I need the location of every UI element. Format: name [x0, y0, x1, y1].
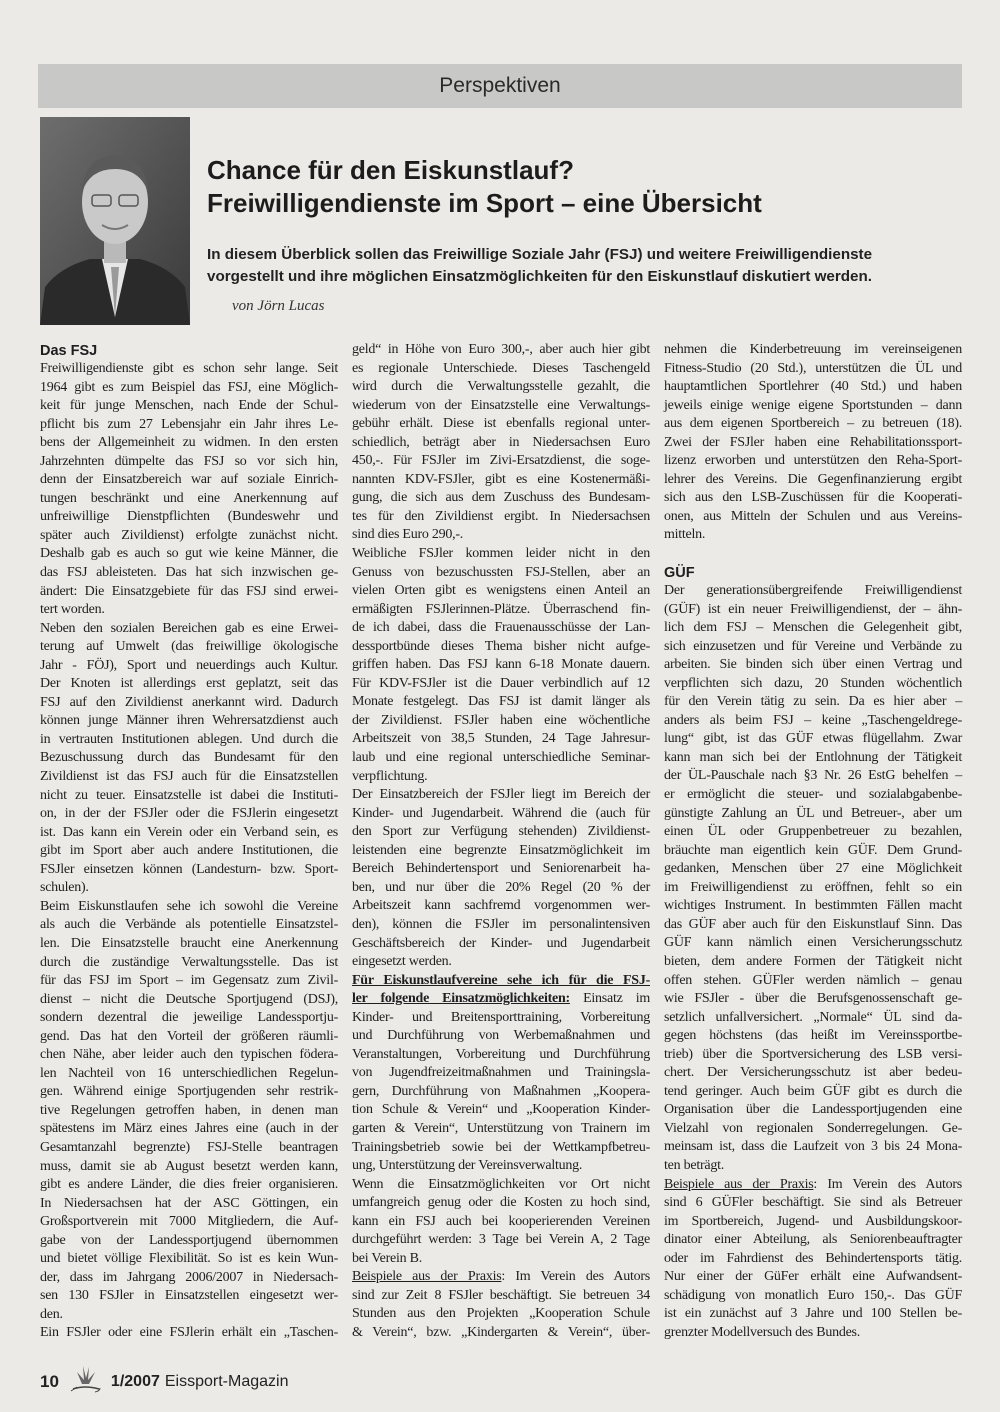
- text-line: verpflichtung.: [352, 768, 428, 784]
- title-line: Chance für den Eiskunstlauf?: [207, 155, 574, 185]
- text-line: ben, und nur über die 20% Regel (20 % der: [352, 879, 650, 895]
- text-line: offen stehen. GÜFler werden nämlich – genau: [664, 972, 962, 988]
- text-line: dienst – nicht die Deutsche Sportjugend (DSJ),: [40, 991, 338, 1007]
- text-line: In Niedersachsen hat der ASC Göttingen, ein: [40, 1195, 338, 1211]
- text-line: on, in der der FSJler oder die FSJlerin eingesetzt: [40, 806, 338, 822]
- text-line: denn der Einsatzbereich war auf soziale Einrich-: [40, 472, 338, 488]
- text-line: ist ein zunächst auf 3 Jahre und 100 Stellen be-: [664, 1306, 962, 1322]
- text-line: Arbeitszeit kann sachfremd vorgenommen wer-: [352, 898, 650, 914]
- text-line: hauptamtlichen Sportlehrer (40 Std.) und haben: [664, 379, 962, 395]
- text-line: 1964 gibt es zum Beispiel das FSJ, eine Möglich-: [40, 379, 338, 395]
- text-line: und Durchführung von Werbemaßnahmen und: [352, 1028, 650, 1044]
- text-line: tend geringer. Auch beim GÜF gibt es durch die: [664, 1083, 962, 1099]
- paragraph: [352, 341, 650, 545]
- text-line: Freiwilligendienste gibt es schon sehr lange. Seit: [40, 361, 338, 376]
- author-byline: von Jörn Lucas: [232, 298, 325, 314]
- text-line: Organisation über die Landessportjugenden eine: [664, 1102, 962, 1118]
- text-line: gibt im Sport aber auch andere Institutionen, die: [40, 843, 338, 859]
- text-line: FSJ auf den Zivildienst anerkannt wird. Dadurch: [40, 694, 338, 710]
- text-line: (GÜF) ist ein neuer Freiwilligendienst, der – ähn-: [664, 601, 962, 617]
- figure-skater-logo-icon: [69, 1364, 103, 1399]
- title-line: Freiwilligendienste im Sport – eine Übersicht: [207, 188, 762, 218]
- text-line: len. Die Einsatzstelle braucht eine Anerkennung: [40, 935, 338, 951]
- text-line: Genuss von bezuschussten FSJ-Stellen, aber an: [352, 564, 650, 580]
- text-line: Zwei der FSJler haben eine Rehabilitationssport-: [664, 434, 962, 450]
- text-line: Gesamtanzahl begrenzte) FSJ-Stelle beantragen: [40, 1139, 338, 1155]
- line-text: : Im Verein des Autors: [501, 1269, 650, 1285]
- text-line: wichtiges Instrument. In bestimmten Fällen macht: [664, 898, 962, 914]
- text-line: gung, die sich aus dem Zuschuss des Bundesam-: [352, 490, 650, 506]
- text-line: in vertrauten Institutionen ablegen. Und durch die: [40, 731, 338, 747]
- text-line: gibt es andere Länder, die dies freier organisieren.: [40, 1177, 338, 1193]
- text-line: schulen).: [40, 880, 89, 896]
- section-header-bar: [38, 64, 962, 108]
- text-line: sind dies Euro 290,-.: [352, 527, 464, 543]
- text-line: Arbeitszeit von 38,5 Stunden, 24 Tage Jahresur-: [352, 731, 650, 747]
- text-line: für das FSJ im Sport – im Gegensatz zum Zivil-: [40, 973, 338, 989]
- text-line: gabe von der Landessportjugend übernommen: [40, 1232, 338, 1248]
- lede-line: In diesem Überblick sollen das Freiwillige Soziale Jahr (FSJ) und weitere Freiwilligendienste: [207, 246, 873, 263]
- text-column-1: [40, 341, 338, 1343]
- article-lede: [207, 244, 967, 288]
- text-line: tes für den Zivildienst ergibt. In Niedersachsen: [352, 508, 650, 524]
- text-line: nicht zu teuer. Einsatzstelle ist dabei die Instituti-: [40, 787, 338, 803]
- text-line: und bietet völlige Flexibilität. So ist es kein Wun-: [40, 1251, 338, 1267]
- text-line: vielen Orten gibt es wenigstens einen Anteil an: [352, 583, 650, 599]
- text-column-2: [352, 341, 650, 1343]
- text-line: grenzter Modellversuch des Bundes.: [664, 1324, 860, 1340]
- text-line: den), können die FSJler im personalintensiven: [352, 916, 650, 932]
- lead-in-text: ler folgende Einsatzmöglichkeiten:: [352, 991, 570, 1007]
- text-line: lich dem FSJ – Menschen die Gelegenheit gibt,: [664, 620, 962, 636]
- lede-line: vorgestellt und ihre möglichen Einsatzmöglichkeiten für den Eiskunstlauf diskutiert werden.: [207, 268, 872, 285]
- text-line: [664, 1176, 962, 1195]
- text-line: ten beträgt.: [664, 1157, 724, 1173]
- text-line: Fitness-Studio (20 Std.), unterstützen die ÜL und: [664, 360, 962, 376]
- text-line: das GÜF aber auch für den Eiskunstlauf Sinn. Das: [664, 916, 962, 932]
- paragraph: [352, 786, 650, 971]
- text-line: terung auf Umwelt (das freiwillige ökologische: [40, 639, 338, 655]
- text-line: dessportbünde dieses Thema bisher nicht aufge-: [352, 638, 650, 654]
- paragraph: [664, 582, 962, 1176]
- text-line: der, dass im Jahrgang 2006/2007 in Niedersach-: [40, 1269, 338, 1285]
- text-line: einen ÜL oder Gruppenbetreuer zu bezahlen,: [664, 824, 962, 840]
- text-line: bieten, dem andere Formen der Tätigkeit nicht: [664, 953, 962, 969]
- text-line: gegen höchstens (das heißt im Vereinssportbe-: [664, 1028, 962, 1044]
- paragraph: [40, 360, 338, 620]
- text-line: setzlich unfallversichert. „Normale“ ÜL sind da-: [664, 1009, 962, 1025]
- text-line: tert worden.: [40, 602, 105, 618]
- text-line: Zivildienst ist das FSJ auch für die Einsatzstellen: [40, 769, 338, 785]
- text-line: tive Regelungen getroffen haben, in denen man: [40, 1102, 338, 1118]
- text-line: keit für junge Menschen, nach Ende der Schul-: [40, 398, 338, 414]
- text-line: Deshalb gab es auch so gut wie keine Männer, die: [40, 546, 338, 562]
- text-line: anders als beim FSJ – keine „Taschengeldrege-: [664, 712, 962, 728]
- text-line: Geschäftsbereich der Kinder- und Jugendarbeit: [352, 935, 650, 951]
- text-line: sind 6 GÜFler beschäftigt. Sie sind als Betreuer: [664, 1195, 962, 1211]
- text-line: verpflichten sich dazu, 20 Stunden wöchentlich: [664, 675, 962, 691]
- text-line: Jahrzehnten dümpelte das FSJ so vor sich hin,: [40, 453, 338, 469]
- text-line: [352, 972, 650, 991]
- text-line: können junge Männer ihren Wehrersatzdienst auch: [40, 713, 338, 729]
- magazine-name: Eissport-Magazin: [164, 1372, 289, 1390]
- paragraph: [664, 341, 962, 545]
- article-title: [207, 154, 762, 220]
- text-line: Der Knoten ist allerdings erst geplatzt, seit das: [40, 676, 338, 692]
- text-line: Veranstaltungen, Vorbereitung und Durchführung: [352, 1046, 650, 1062]
- text-line: Ein FSJler oder eine FSJlerin erhält ein „Taschen-: [40, 1325, 338, 1341]
- text-line: len Nachteil von 16 unterschiedlichen Regelun-: [40, 1065, 338, 1081]
- text-line: wird durch die Verwaltungsstelle gezahlt, die: [352, 379, 650, 395]
- text-line: spätestens im März eines Jahres eine (auch in der: [40, 1121, 338, 1137]
- text-line: später auch Zivildienst) erfolgte zunächst nicht.: [40, 527, 338, 543]
- paragraph: [352, 972, 650, 1176]
- text-line: eingesetzt werden.: [352, 954, 452, 970]
- text-line: gern, Durchführung von Maßnahmen „Koopera-: [352, 1083, 650, 1099]
- text-line: onen, aus Mitteln der Schulen und aus Vereins-: [664, 508, 962, 524]
- text-line: aus dem eigenen Sportbereich – zu betreuen (18).: [664, 416, 962, 432]
- text-line: ermäßigten FSJlerinnen-Plätze. Überraschend fin-: [352, 601, 650, 617]
- text-line: es regionale Unterschiede. Dieses Taschengeld: [352, 360, 650, 376]
- text-line: Vielzahl von regionalen Sonderregelungen. Ge-: [664, 1120, 962, 1136]
- text-line: er ermöglicht die steuer- und sozialabgabenbe-: [664, 787, 962, 803]
- text-line: sich aus den LSB-Zuschüssen für die Kooperati-: [664, 490, 962, 506]
- text-line: der ÜL-Pauschale nach §3 Nr. 26 EstG behelfen –: [664, 768, 962, 784]
- text-line: gebühr erhält. Diese ist ebenfalls regional unter-: [352, 416, 650, 432]
- text-line: ändert: Die Einsatzgebiete für das FSJ sind erwei-: [40, 583, 338, 599]
- text-line: Kinder- und Breitensporttraining, Vorbereitung: [352, 1009, 650, 1025]
- text-line: im Freiwilligendienst zu eröffnen, fehlt so ein: [664, 879, 962, 895]
- paragraph: [352, 1176, 650, 1269]
- text-line: Großsportverein mit 7000 Mitgliedern, die Auf-: [40, 1214, 338, 1230]
- text-line: schädigung von monatlich Euro 150,-. Das GÜF: [664, 1287, 962, 1303]
- text-line: Bezuschussung durch das Bundesamt für den: [40, 750, 338, 766]
- text-line: günstigte Zahlung an ÜL und Betreuer-, aber um: [664, 805, 962, 821]
- text-line: gen. Während einige Sportjugenden sehr restrik-: [40, 1084, 338, 1100]
- paragraph: [664, 1176, 962, 1343]
- text-line: gend. Das hat den Vorteil der größeren räumli-: [40, 1028, 338, 1044]
- text-line: lehrer des Vereins. Die Gegenfinanzierung ergibt: [664, 471, 962, 487]
- line-text: : Im Verein des Autors: [813, 1176, 962, 1192]
- text-line: & Verein“, bzw. „Kindergarten & Verein“, über-: [352, 1324, 650, 1340]
- text-line: sind zur Zeit 8 FSJler beschäftigt. Sie betreuen 34: [352, 1287, 650, 1303]
- text-line: leistenden eine begrenzte Einsatzmöglichkeit im: [352, 842, 650, 858]
- paragraph: [352, 1268, 650, 1342]
- text-line: sen 130 FSJler in Einsatzstellen eingesetzt wer-: [40, 1288, 338, 1304]
- text-line: bens der Allgemeinheit zu widmen. In den ersten: [40, 435, 338, 451]
- text-line: Stunden aus den Projekten „Kooperation Schule: [352, 1306, 650, 1322]
- text-line: unfreiwillige Dienstpflichten (Bundeswehr und: [40, 509, 338, 525]
- text-line: Trainingsbetrieb sowie bei der Wettkampfbetreu-: [352, 1139, 650, 1155]
- line-text: Einsatz im: [569, 991, 650, 1007]
- text-line: durchgeführt werden: 3 Tage bei Verein A, 2 Tage: [352, 1232, 650, 1248]
- issue-number: 1/2007: [110, 1372, 160, 1390]
- text-line: tungen beschränkt und eine Anerkennung auf: [40, 490, 338, 506]
- lead-in-text: Beispiele aus der Praxis: [352, 1269, 502, 1285]
- text-line: de ich dabei, dass die Frauenausschüsse der Lan-: [352, 620, 650, 636]
- text-line: Der generationsübergreifende Freiwilligendienst: [664, 583, 962, 599]
- text-line: FSJler einsetzen können (Landesturn- bzw. Sport-: [40, 861, 338, 877]
- lead-in-text: Beispiele aus der Praxis: [664, 1176, 814, 1192]
- paragraph: [40, 898, 338, 1325]
- text-line: durch die zuständige Verwaltungsstelle. Das ist: [40, 954, 338, 970]
- text-line: sich einzusetzen und für Vereine und Verbände zu: [664, 638, 962, 654]
- text-line: jeweils einige wenige eigene Sportstunden – dann: [664, 397, 962, 413]
- text-line: lizenz erworben und unterstützen den Reha-Sport-: [664, 453, 962, 469]
- section-heading: Das FSJ: [40, 343, 98, 359]
- text-line: geld“ in Höhe von Euro 300,-, aber auch hier gibt: [352, 342, 650, 357]
- text-line: das FSJ ableisteten. Das hat sich inzwischen ge-: [40, 565, 338, 581]
- section-label: Perspektiven: [439, 74, 561, 97]
- text-line: chert. Der Versicherungsschutz ist aber bedeu-: [664, 1065, 962, 1081]
- text-line: den.: [40, 1306, 63, 1322]
- text-line: 450,-. Für FSJler im Zivi-Ersatzdienst, die soge-: [352, 453, 650, 469]
- text-line: sondern dezentral die jeweilige Landessportju-: [40, 1010, 338, 1026]
- text-line: Für KDV-FSJler ist die Dauer verbindlich auf 12: [352, 675, 650, 691]
- text-line: Beim Eiskunstlaufen sehe ich sowohl die Vereine: [40, 898, 338, 914]
- text-line: bei Verein B.: [352, 1250, 422, 1266]
- text-line: GÜF kann nämlich einen Versicherungsschutz: [664, 935, 962, 951]
- text-line: der Zivildienst. FSJler haben eine wöchentliche: [352, 712, 650, 728]
- text-line: Neben den sozialen Bereichen gab es eine Erwei-: [40, 620, 338, 636]
- text-line: Monate festgelegt. Das FSJ ist damit länger als: [352, 694, 650, 710]
- text-line: muss, damit sie ab August besetzt werden kann,: [40, 1158, 338, 1174]
- page-footer: [40, 1364, 288, 1399]
- text-line: chen Nähe, aber leider auch den typischen födera-: [40, 1047, 338, 1063]
- text-column-3: [664, 341, 962, 1342]
- text-line: als auch die Verbände als potentielle Einsatzstel-: [40, 917, 338, 933]
- paragraph: [40, 620, 338, 898]
- text-line: pflicht bis zum 27 Lebensjahr ein Jahr ihres Le-: [40, 416, 338, 432]
- paragraph: [40, 1324, 338, 1343]
- text-line: nannten KDV-FSJler, gibt es eine Kostenermäßi-: [352, 471, 650, 487]
- text-line: bräuchte man eigentlich kein GÜF. Dem Grund-: [664, 842, 962, 858]
- text-line: mitteln.: [664, 527, 706, 543]
- text-line: Nur einer der GüFer erhält eine Aufwandsent-: [664, 1269, 962, 1285]
- text-line: von Jugendfreizeitmaßnahmen und Trainingsla-: [352, 1065, 650, 1081]
- page-number: 10: [40, 1371, 59, 1391]
- text-line: Wenn die Einsatzmöglichkeiten vor Ort nicht: [352, 1176, 650, 1192]
- text-line: trieb) über die Sportversicherung des LSB versi-: [664, 1046, 962, 1062]
- text-line: umfangreich genug oder die Kosten zu hoch sind,: [352, 1195, 650, 1211]
- text-line: ist. Das kann ein Verein oder ein Verband sein, es: [40, 824, 338, 840]
- text-line: nehmen die Kinderbetreuung im vereinseigenen: [664, 342, 962, 357]
- section-heading: GÜF: [664, 565, 695, 582]
- text-line: Der Einsatzbereich der FSJler liegt im Bereich der: [352, 787, 650, 803]
- text-line: den Sport zur Verfügung stehenden) Zivildienst-: [352, 824, 650, 840]
- text-line: dinator einer Abteilung, als Seniorenbeauftragter: [664, 1232, 962, 1248]
- text-line: griffen haben. Das FSJ kann 6-18 Monate dauern.: [352, 657, 650, 673]
- text-line: laub und eine regional unterschiedliche Seminar-: [352, 750, 650, 766]
- text-line: Kinder- und Jugendarbeit. Während die (auch für: [352, 805, 650, 821]
- text-line: [352, 990, 650, 1009]
- text-line: ung, Unterstützung der Vereinsverwaltung.: [352, 1158, 583, 1174]
- text-line: tion Schule & Verein“ und „Kooperation Kinder-: [352, 1102, 650, 1118]
- author-photo: [40, 117, 190, 325]
- text-line: Weibliche FSJler kommen leider nicht in den: [352, 546, 650, 562]
- lead-in-text: Für Eiskunstlaufvereine sehe ich für die FSJ-: [352, 972, 650, 988]
- text-line: arbeiten. Sie binden sich über einen Vertrag und: [664, 657, 962, 673]
- text-line: oder im Fahrdienst des Behindertensports tätig.: [664, 1250, 962, 1266]
- text-line: wiederum von der Einsatzstelle eine Verwaltungs-: [352, 397, 650, 413]
- text-line: meinsam ist, dass die Laufzeit von 3 bis 24 Mona-: [664, 1139, 962, 1155]
- text-line: Bereich Behindertensport und Seniorenarbeit ha-: [352, 861, 650, 877]
- text-line: Jahr - FÖJ), Sport und neuerdings auch Kultur.: [40, 657, 338, 673]
- text-line: im Sportbereich, Jugend- und Ausbildungskoor-: [664, 1213, 962, 1229]
- text-line: für den Verein tätig zu sein. Da es hier aber –: [664, 694, 962, 710]
- text-line: gedanken, Menschen über 27 eine Möglichkeit: [664, 861, 962, 877]
- paragraph: [352, 545, 650, 786]
- text-line: kann ein FSJ auch bei kooperierenden Vereinen: [352, 1213, 650, 1229]
- text-line: [352, 1268, 650, 1287]
- text-line: wie FSJler - über die Berufsgenossenschaft ge-: [664, 991, 962, 1007]
- text-line: kann man sich bei der Entlohnung der Tätigkeit: [664, 749, 962, 765]
- text-line: lung“ gibt, ist das GÜF etwas flügellahm. Zwar: [664, 731, 962, 747]
- text-line: schiedlich, beträgt aber in Niedersachsen Euro: [352, 434, 650, 450]
- text-line: garten & Verein“, Unterstützung von Trainern im: [352, 1120, 650, 1136]
